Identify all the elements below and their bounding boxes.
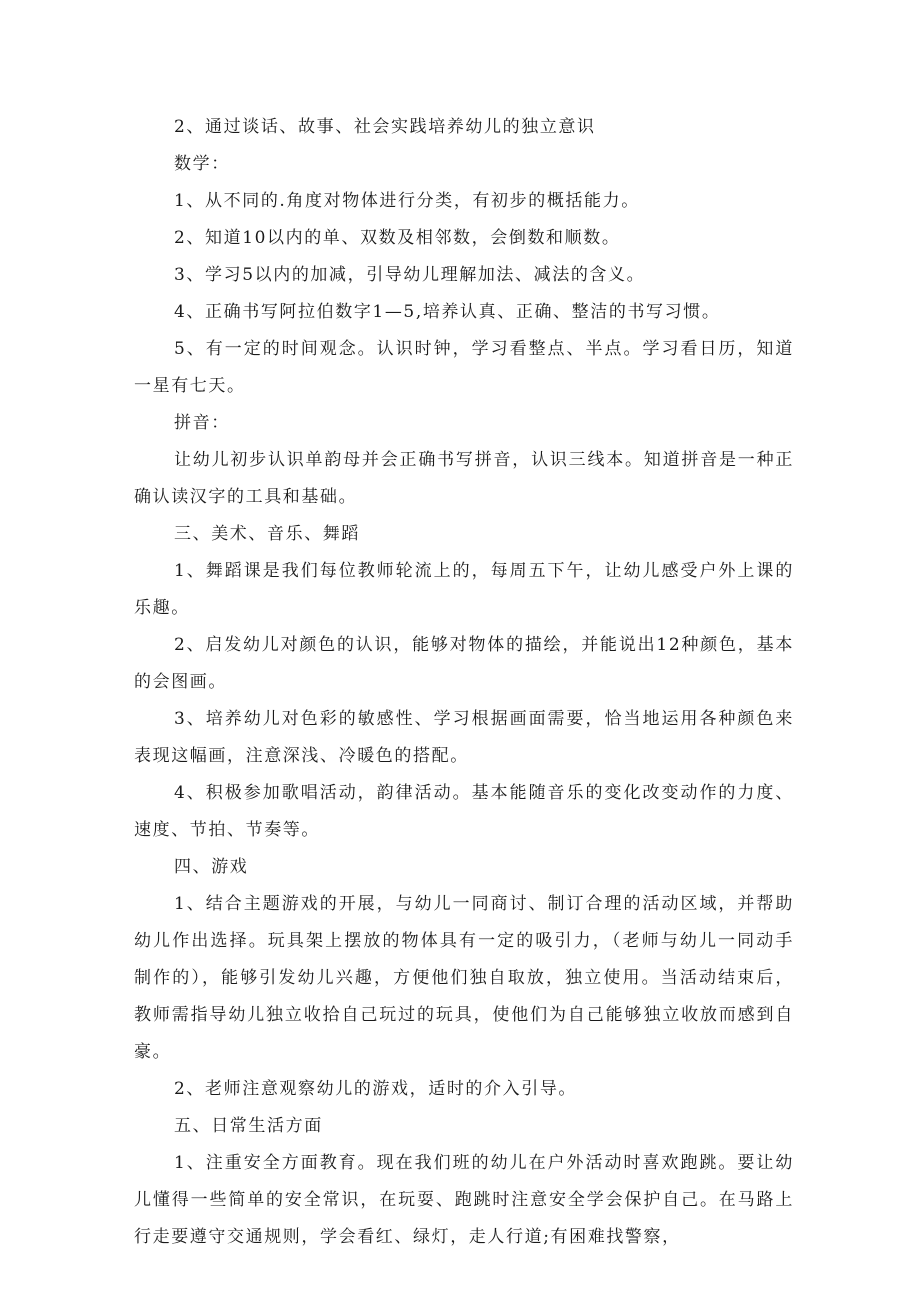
heading-pinyin: 拼音： <box>174 413 230 433</box>
paragraph-arts-4: 4、积极参加歌唱活动，韵律活动。基本能随音乐的变化改变动作的力度、速度、节拍、节奏等。 <box>134 783 794 840</box>
heading-math: 数学： <box>174 154 230 174</box>
paragraph-math-1: 1、从不同的.角度对物体进行分类，有初步的概括能力。 <box>174 191 640 211</box>
heading-games: 四、游戏 <box>174 857 249 877</box>
heading-daily-life: 五、日常生活方面 <box>174 1116 323 1136</box>
paragraph-arts-2: 2、启发幼儿对颜色的认识，能够对物体的描绘，并能说出12种颜色，基本的会图画。 <box>134 635 794 692</box>
paragraph-pinyin: 让幼儿初步认识单韵母并会正确书写拼音，认识三线本。知道拼音是一种正确认读汉字的工具和基础。 <box>134 450 794 507</box>
paragraph-arts-3: 3、培养幼儿对色彩的敏感性、学习根据画面需要，恰当地运用各种颜色来表现这幅画，注意深浅、冷暖色的搭配。 <box>134 709 794 766</box>
heading-arts: 三、美术、音乐、舞蹈 <box>174 524 360 544</box>
paragraph-arts-1: 1、舞蹈课是我们每位教师轮流上的，每周五下午，让幼儿感受户外上课的乐趣。 <box>134 561 794 618</box>
paragraph-math-4: 4、正确书写阿拉伯数字1—5,培养认真、正确、整洁的书写习惯。 <box>174 302 721 322</box>
paragraph-games-2: 2、老师注意观察幼儿的游戏，适时的介入引导。 <box>174 1079 578 1099</box>
paragraph-daily-life-1: 1、注重安全方面教育。现在我们班的幼儿在户外活动时喜欢跑跳。要让幼儿懂得一些简单的安全常识，在玩耍、跑跳时注意安全学会保护自己。在马路上行走要遵守交通规则，学会看红、绿灯，走人行道;有困难找警察， <box>134 1153 794 1247</box>
paragraph-games-1: 1、结合主题游戏的开展，与幼儿一同商讨、制订合理的活动区域，并帮助幼儿作出选择。玩具架上摆放的物体具有一定的吸引力，（老师与幼儿一同动手制作的），能够引发幼儿兴趣，方便他们独自取放，独立使用。当活动结束后，教师需指导幼儿独立收拾自己玩过的玩具，使他们为自己能够独立收放而感到自豪。 <box>134 894 794 1062</box>
paragraph-math-3: 3、学习5以内的加减，引导幼儿理解加法、减法的含义。 <box>174 265 646 285</box>
document-body <box>134 109 794 1256</box>
paragraph-math-2: 2、知道10以内的单、双数及相邻数，会倒数和顺数。 <box>174 228 621 248</box>
paragraph-social-practice: 2、通过谈话、故事、社会实践培养幼儿的独立意识 <box>174 117 596 137</box>
paragraph-math-5: 5、有一定的时间观念。认识时钟，学习看整点、半点。学习看日历，知道一星有七天。 <box>134 339 794 396</box>
